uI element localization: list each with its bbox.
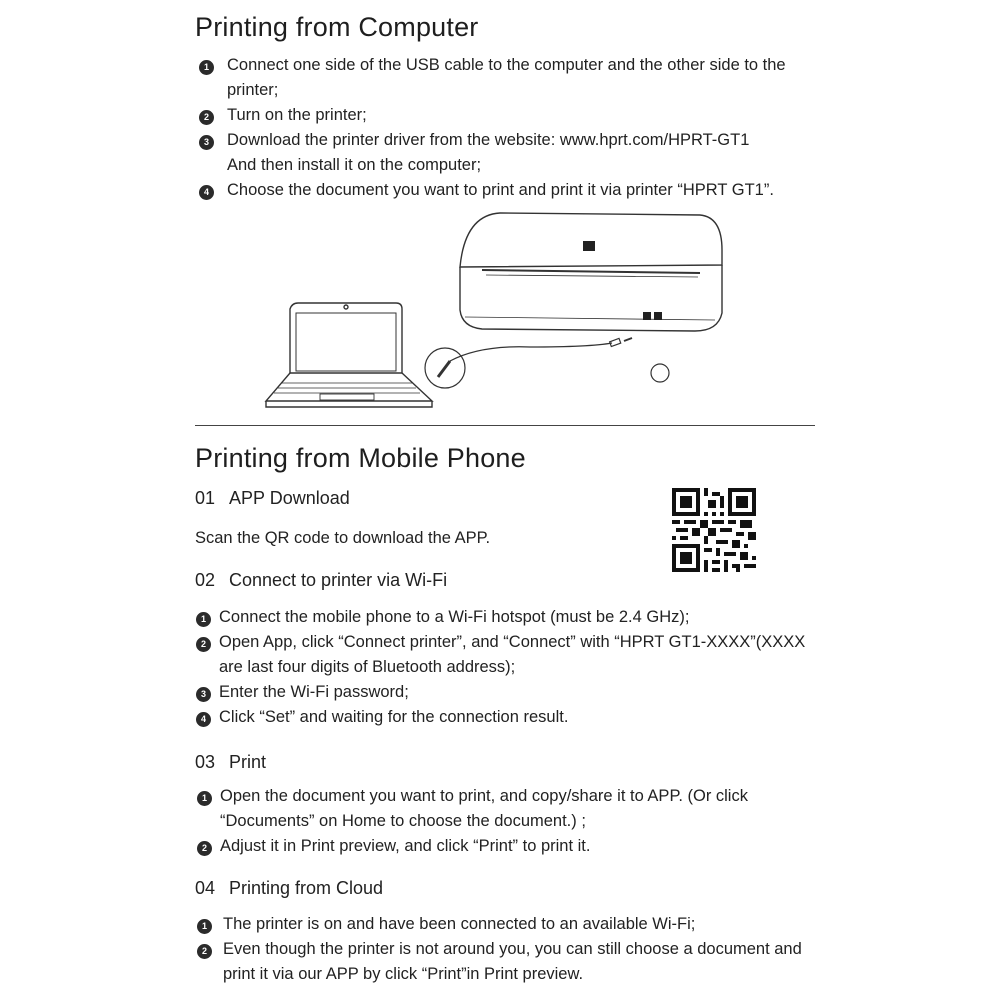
step-text bbox=[219, 705, 568, 730]
subsection-heading-print bbox=[195, 752, 266, 773]
qr-code-icon bbox=[672, 488, 756, 572]
step-number: 4 bbox=[199, 185, 214, 200]
step-text bbox=[227, 53, 786, 103]
subsection-number: 03 bbox=[195, 752, 216, 772]
step-number: 2 bbox=[199, 110, 214, 125]
step-line: And then install it on the computer; bbox=[227, 156, 482, 174]
step-text bbox=[220, 784, 748, 834]
step-number: 4 bbox=[196, 712, 211, 727]
step-line: Choose the document you want to print and print it via printer “HPRT GT1”. bbox=[227, 181, 774, 199]
step-text bbox=[219, 630, 805, 680]
subsection-label: Print bbox=[229, 752, 267, 772]
step-line: printer; bbox=[227, 81, 279, 99]
step-number: 2 bbox=[197, 841, 212, 856]
step-number: 3 bbox=[199, 135, 214, 150]
step-line: Connect the mobile phone to a Wi-Fi hotspot (must be 2.4 GHz); bbox=[219, 608, 690, 626]
step-text bbox=[219, 605, 689, 630]
step-line: Even though the printer is not around you, you can still choose a document and bbox=[223, 940, 802, 958]
step-line: The printer is on and have been connected to an available Wi-Fi; bbox=[223, 915, 696, 933]
step-line: Download the printer driver from the website: www.hprt.com/HPRT-GT1 bbox=[227, 131, 750, 149]
step-line: Turn on the printer; bbox=[227, 106, 367, 124]
step-number: 1 bbox=[196, 612, 211, 627]
section-title-mobile: Printing from Mobile Phone bbox=[195, 443, 526, 473]
step-line: Adjust it in Print preview, and click “Print” to print it. bbox=[220, 837, 591, 855]
step-text bbox=[227, 178, 774, 203]
step-line: “Documents” on Home to choose the document.) ; bbox=[220, 812, 586, 830]
qr-instruction: Scan the QR code to download the APP. bbox=[195, 529, 491, 547]
step-text bbox=[223, 937, 802, 987]
step-number: 2 bbox=[196, 637, 211, 652]
subsection-number: 04 bbox=[195, 878, 216, 898]
step-text bbox=[220, 834, 590, 859]
subsection-number: 02 bbox=[195, 570, 216, 590]
step-line: print it via our APP by click “Print”in Print preview. bbox=[223, 965, 584, 983]
step-line: Click “Set” and waiting for the connection result. bbox=[219, 708, 569, 726]
usb-cable-icon bbox=[425, 338, 669, 388]
step-text bbox=[219, 680, 409, 705]
subsection-label: Connect to printer via Wi-Fi bbox=[229, 570, 448, 590]
laptop-icon bbox=[266, 303, 432, 407]
step-line: Connect one side of the USB cable to the computer and the other side to the bbox=[227, 56, 786, 74]
subsection-label: Printing from Cloud bbox=[229, 878, 384, 898]
step-text bbox=[227, 103, 367, 128]
step-number: 1 bbox=[199, 60, 214, 75]
step-text bbox=[227, 128, 749, 178]
connection-illustration bbox=[260, 205, 730, 415]
step-line: are last four digits of Bluetooth address); bbox=[219, 658, 516, 676]
step-number: 1 bbox=[197, 919, 212, 934]
subsection-label: APP Download bbox=[229, 488, 350, 508]
printer-icon bbox=[460, 213, 722, 331]
subsection-number: 01 bbox=[195, 488, 216, 508]
subsection-heading-wifi bbox=[195, 570, 447, 591]
step-text bbox=[223, 912, 695, 937]
step-number: 3 bbox=[196, 687, 211, 702]
section-title-computer: Printing from Computer bbox=[195, 12, 479, 42]
subsection-heading-download bbox=[195, 488, 350, 509]
step-number: 1 bbox=[197, 791, 212, 806]
subsection-heading-cloud bbox=[195, 878, 383, 899]
step-number: 2 bbox=[197, 944, 212, 959]
step-line: Open the document you want to print, and copy/share it to APP. (Or click bbox=[220, 787, 748, 805]
step-line: Enter the Wi-Fi password; bbox=[219, 683, 409, 701]
section-divider bbox=[195, 425, 815, 426]
step-line: Open App, click “Connect printer”, and “Connect” with “HPRT GT1-XXXX”(XXXX bbox=[219, 633, 806, 651]
